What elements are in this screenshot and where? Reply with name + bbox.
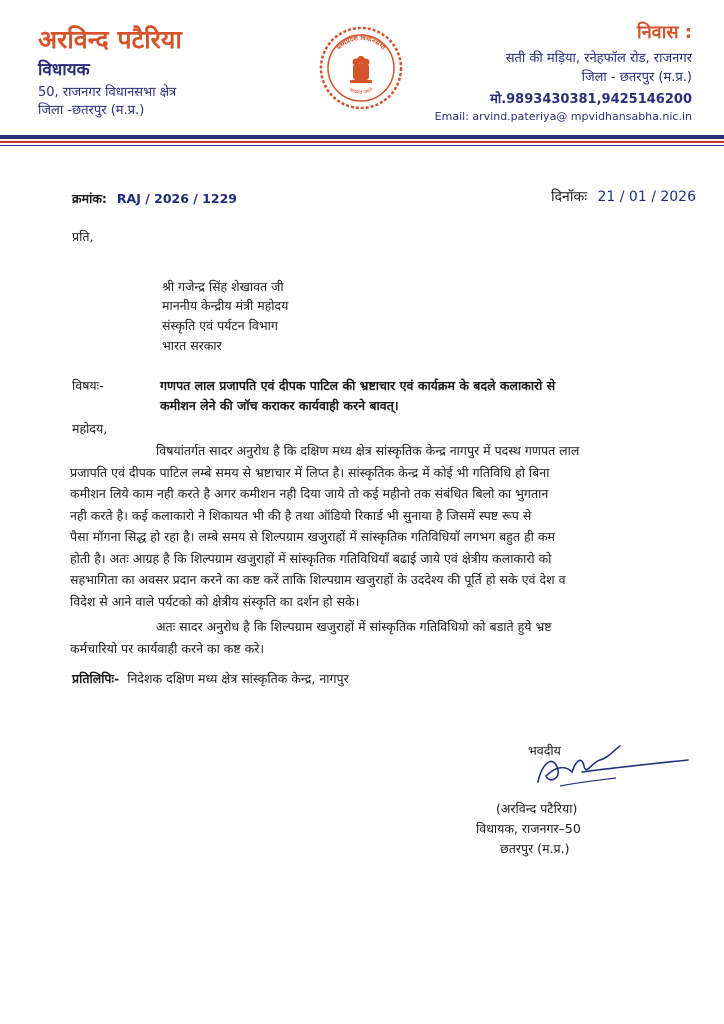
body-paragraph xyxy=(70,440,706,612)
body-line: प्रजापति एवं दीपक पाटिल लम्बे समय से भ्रष्टाचार में लिप्त है। सांस्कृतिक केन्द्र में कोई भी गतिविधि हो बिना xyxy=(70,464,550,480)
reference-label: क्रमांक: xyxy=(72,191,107,206)
email-address: Email: arvind.pateriya@ mpvidhansabha.nic.in xyxy=(434,110,692,123)
residence-district: जिला - छतरपुर (म.प्र.) xyxy=(581,70,692,85)
header-band-thin xyxy=(0,145,724,146)
copy-label: प्रतिलिपिः- xyxy=(72,671,120,686)
recipient-department: संस्कृति एवं पर्यटन विभाग xyxy=(162,318,278,333)
signatory-place: छतरपुर (म.प्र.) xyxy=(500,841,570,856)
date-label: दिनॉकः xyxy=(551,189,588,205)
to-label: प्रति, xyxy=(72,229,94,244)
reference-number: RAJ / 2026 / 1229 xyxy=(116,191,237,206)
recipient-government: भारत सरकार xyxy=(162,338,222,353)
body-line: नही करते है। कई कलाकारो ने शिकायत भी की है तथा ऑडियो रिकार्ड भी सुनाया है जिसमें स्पष्ट रूप से xyxy=(70,507,532,523)
seal-motto: सत्यमेव जयते xyxy=(348,87,374,97)
constituency-address: 50, राजनगर विधानसभा क्षेत्र xyxy=(38,85,177,100)
header-band-red xyxy=(0,141,724,143)
recipient-name: श्री गजेन्द्र सिंह शेखावत जी xyxy=(162,279,284,294)
mobile-numbers: मो.9893430381,9425146200 xyxy=(490,92,692,107)
header-band-navy xyxy=(0,135,724,139)
closing-line: कर्मचारियो पर कार्यवाही करने का कष्ट करे। xyxy=(70,640,265,656)
copy-line xyxy=(72,670,349,687)
body-line: होती है। अतः आग्रह है कि शिल्पग्राम खजुराहों में सांस्कृतिक गतिविधियॉं बढाई जाये एवं क्षेत्रीय कलाकारो को xyxy=(70,550,552,566)
residence-heading: निवास : xyxy=(637,22,692,43)
regards-label: भवदीय xyxy=(528,743,561,758)
subject-label: विषयः- xyxy=(72,378,104,393)
body-line: कमीशन लिये काम नही करते है अगर कमीशन नही दिया जाये तो कई महीनो तक संबंधित बिलो का भुगतान xyxy=(70,486,549,501)
letterhead-name: अरविन्द पटैरिया xyxy=(38,25,182,54)
seal-text: मध्यप्रदेश विधानसभा xyxy=(335,33,387,52)
subject-line-1: गणपत लाल प्रजापति एवं दीपक पाटिल की भ्रष्टाचार एवं कार्यक्रम के बदले कलाकारो से xyxy=(160,378,556,393)
salutation: महोदय, xyxy=(72,421,108,436)
closing-paragraph xyxy=(70,616,706,659)
body-line: सहभागिता का अवसर प्रदान करने का कष्ट करें ताकि शिल्पग्राम खजुराहों के उददेश्य की पूर्ति हो सके एवं देश व xyxy=(70,572,566,587)
reference-line xyxy=(72,190,237,207)
body-line: विदेश से आने वाले पर्यटको को क्षेत्रीय संस्कृति का दर्शन हो सके। xyxy=(70,593,360,609)
assembly-seal xyxy=(319,26,403,110)
handwritten-signature xyxy=(520,742,700,792)
signatory-name: (अरविन्द पटैरिया) xyxy=(496,801,578,816)
district-address: जिला -छतरपुर (म.प्र.) xyxy=(38,103,145,118)
copy-recipient: निदेशक दक्षिण मध्य क्षेत्र सांस्कृतिक केन्द्र, नागपुर xyxy=(127,671,349,686)
recipient-title: माननीय केन्द्रीय मंत्री महोदय xyxy=(162,298,289,313)
residence-address: सती की मड़िया, रनेहफॉल रोड, राजनगर xyxy=(505,51,692,66)
closing-line: अतः सादर अनुरोध है कि शिल्पग्राम खजुराहों में सांस्कृतिक गतिविधियो को बडाते हुये भ्रष्ट xyxy=(156,619,552,634)
date-value: 21 / 01 / 2026 xyxy=(597,189,696,205)
letterhead-designation: विधायक xyxy=(38,60,90,80)
body-line: विषयांतर्गत सादर अनुरोध है कि दक्षिण मध्य क्षेत्र सांस्कृतिक केन्द्र नागपुर में पदस्थ गणपत लाल xyxy=(156,443,580,458)
body-line: पैसा मॉगना सिद्ध हो रहा है। लम्बे समय से शिल्पग्राम खजुराहों में सांस्कृतिक गतिविधियॉ लगभग बहुत ही कम xyxy=(70,529,555,544)
signatory-title: विधायक, राजनगर–50 xyxy=(476,821,581,836)
subject-line-2: कमीशन लेने की जॉच कराकर कार्यवाही करने बावत्। xyxy=(160,398,399,413)
date-line xyxy=(551,187,696,206)
